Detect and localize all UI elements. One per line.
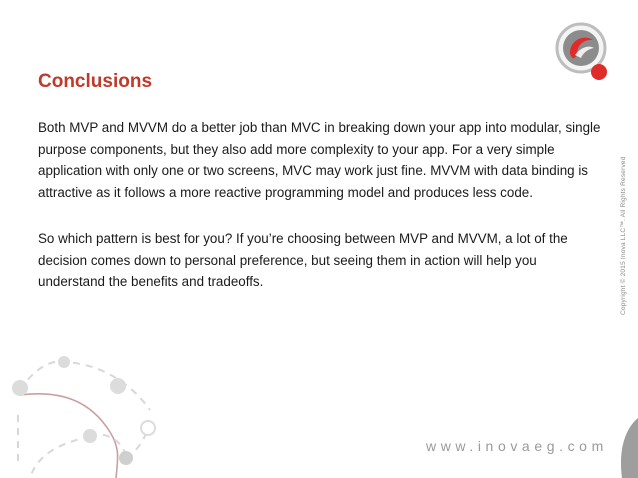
inova-logo-icon [553,20,613,82]
gray-corner-shape [610,418,638,478]
website-url: www.inovaeg.com [426,438,608,454]
paragraph-2: So which pattern is best for you? If you’re choosing between MVP and MVVM, a lot of the decision comes down to personal preference, but seeing them in action will help you understand the benefits and tradeoffs. [38,231,568,289]
copyright-notice: Copyright © 2015 Inova LLC™. All Rights Reserved [620,156,627,315]
slide-title: Conclusions [38,71,153,92]
network-nodes-decoration [0,340,180,478]
paragraph-1: Both MVP and MVVM do a better job than MVC in breaking down your app into modular, single purpose components, but they also add more complexity to your app. For a very simple application with only one or two screens, MVC may work just fine. MVVM with data binding is attractive as it follows a more reactive programming model and produces less code. [38,120,601,200]
